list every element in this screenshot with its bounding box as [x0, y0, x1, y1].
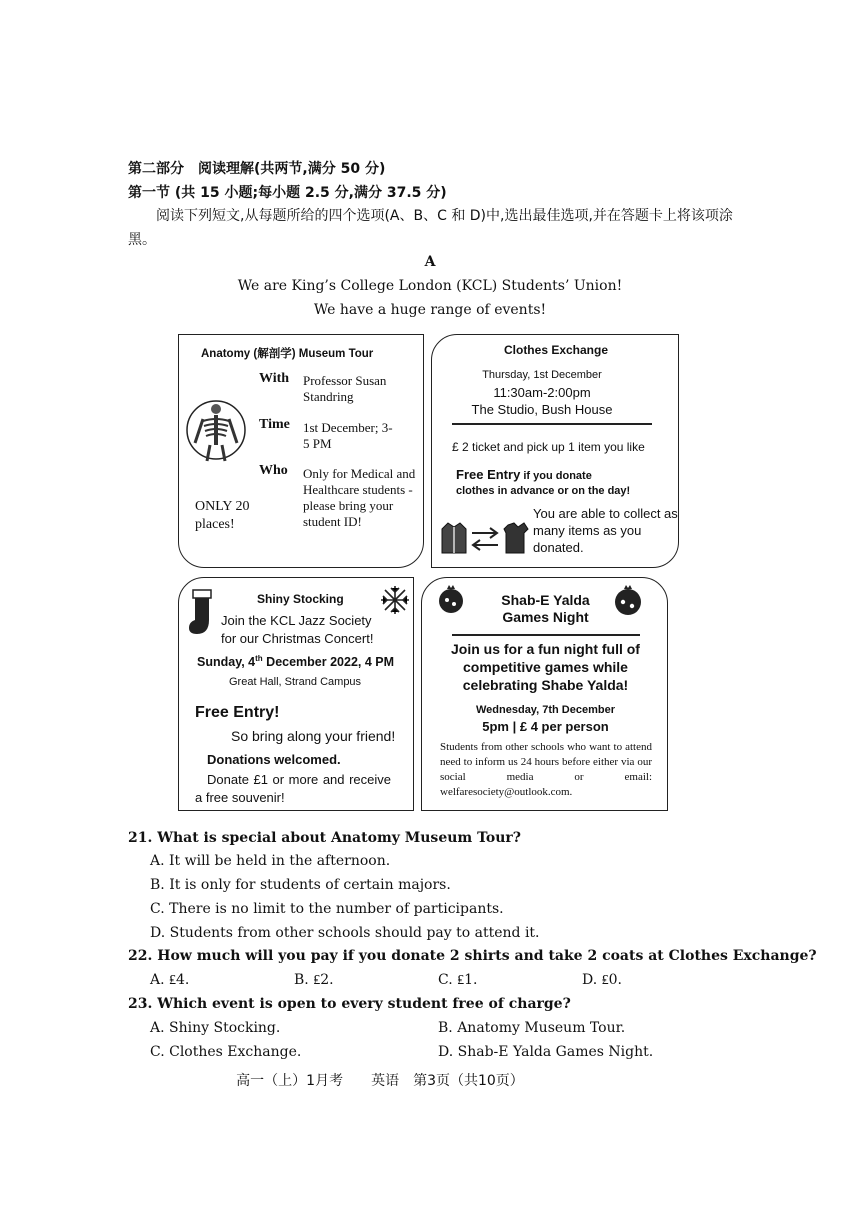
instruction-text: 阅读下列短文,从每题所给的四个选项(A、B、C 和 D)中,选出最佳选项,并在答题卡上将该项涂黑。 — [128, 208, 733, 248]
clothes-title: Clothes Exchange — [503, 343, 609, 357]
anatomy-title: Anatomy (解剖学) Museum Tour — [201, 348, 374, 360]
page-footer: 高一（上）1月考 英语 第3页（共10页） — [236, 1073, 524, 1089]
stocking-date-sup: th — [255, 654, 263, 663]
skeleton-icon — [185, 395, 247, 465]
clothes-divider — [452, 423, 652, 425]
anatomy-time-value: 1st December; 3-5 PM — [303, 420, 393, 451]
question-23-option-b: B. Anatomy Museum Tour. — [438, 1020, 626, 1036]
jacket-icon — [440, 521, 468, 555]
stocking-donate: Donate £1 or more and receive a free souvenir! — [195, 772, 391, 805]
anatomy-time-label: Time — [259, 417, 290, 432]
anatomy-who-value: Only for Medical and Healthcare students - please bring your student ID! — [303, 466, 416, 529]
stocking-date-post: December 2022, 4 PM — [262, 655, 395, 670]
stocking-date-pre: Sunday, 4 — [197, 655, 256, 670]
anatomy-places: ONLY 20 places! — [195, 499, 250, 532]
snowflake-icon — [379, 584, 411, 616]
question-21-stem: 21. What is special about Anatomy Museum Tour? — [128, 830, 521, 846]
clothes-ticket: £ 2 ticket and pick up 1 item you like — [452, 440, 645, 454]
yalda-join: Join us for a fun night full of competitive games while celebrating Shabe Yalda! — [451, 641, 640, 693]
question-21-option-a: A. It will be held in the afternoon. — [150, 853, 391, 869]
anatomy-who-label: Who — [259, 463, 288, 478]
yalda-date: Wednesday, 7th December — [476, 704, 615, 716]
question-21-option-b: B. It is only for students of certain majors. — [150, 877, 451, 893]
section-heading: 第一节 (共 15 小题;每小题 2.5 分,满分 37.5 分) — [128, 185, 447, 201]
clothes-time: 11:30am-2:00pm — [493, 385, 591, 400]
stocking-venue: Great Hall, Strand Campus — [229, 676, 362, 688]
clothes-free-entry: Free Entry — [456, 467, 521, 482]
question-23-option-d: D. Shab-E Yalda Games Night. — [438, 1044, 654, 1060]
clothes-collect-note: You are able to collect as many items as you donated. — [533, 506, 678, 555]
yalda-note: Students from other schools who want to attend need to inform us 24 hours before either via our social media or email: welfaresociety@outlook.com. — [440, 741, 652, 798]
question-22-stem: 22. How much will you pay if you donate 2 shirts and take 2 coats at Clothes Exchange? — [128, 948, 817, 964]
shiny-stocking-card — [178, 577, 414, 811]
question-23-stem: 23. Which event is open to every student free of charge? — [128, 996, 571, 1012]
question-21-option-d: D. Students from other schools should pay to attend it. — [150, 925, 540, 941]
question-22-option-c: C. ₤1. — [438, 972, 478, 988]
shirt-icon — [502, 521, 530, 555]
stocking-bring: So bring along your friend! — [231, 728, 396, 744]
question-23-option-a: A. Shiny Stocking. — [150, 1020, 281, 1036]
clothes-venue: The Studio, Bush House — [471, 402, 613, 417]
stocking-date — [197, 654, 394, 669]
question-23-option-c: C. Clothes Exchange. — [150, 1044, 302, 1060]
stocking-line2: for our Christmas Concert! — [221, 631, 374, 646]
clothes-free-entry-rest: if you donate — [520, 470, 592, 482]
clothes-free-line2: clothes in advance or on the day! — [456, 485, 631, 497]
passage-intro-1: We are King’s College London (KCL) Students’ Union! — [237, 278, 623, 294]
question-22-option-b: B. ₤2. — [294, 972, 334, 988]
passage-intro-2: We have a huge range of events! — [313, 302, 547, 318]
anatomy-with-value: Professor Susan Standring — [303, 373, 387, 404]
yalda-time-price: 5pm | £ 4 per person — [482, 719, 609, 734]
yalda-divider — [452, 634, 640, 636]
stocking-icon — [185, 588, 217, 638]
question-21-option-c: C. There is no limit to the number of participants. — [150, 901, 504, 917]
stocking-title: Shiny Stocking — [257, 592, 344, 606]
yalda-title-1: Shab-E Yalda — [501, 592, 590, 608]
stocking-line1: Join the KCL Jazz Society — [221, 613, 372, 628]
shab-e-yalda-card — [421, 577, 668, 811]
anatomy-with-label: With — [259, 371, 290, 386]
part-heading: 第二部分 阅读理解(共两节,满分 50 分) — [128, 161, 386, 177]
passage-letter: A — [424, 254, 436, 270]
stocking-donations: Donations welcomed. — [207, 752, 341, 767]
question-22-option-a: A. ₤4. — [150, 972, 190, 988]
stocking-free-entry: Free Entry! — [195, 704, 280, 721]
question-22-option-d: D. ₤0. — [582, 972, 622, 988]
clothes-date: Thursday, 1st December — [482, 369, 602, 381]
anatomy-event-card — [178, 334, 424, 568]
yalda-title-2: Games Night — [502, 609, 589, 625]
exchange-arrows-icon — [470, 525, 500, 553]
clothes-free-entry-line — [456, 467, 592, 482]
clothes-exchange-card — [431, 334, 679, 568]
